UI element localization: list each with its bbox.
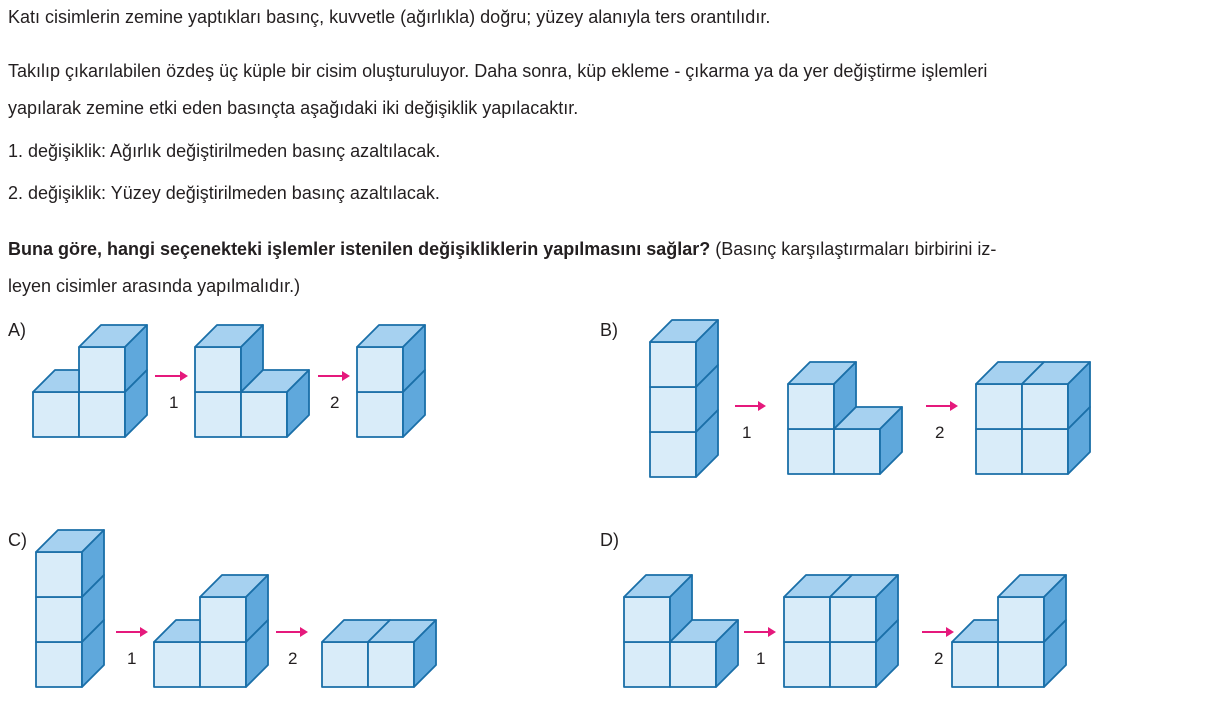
option-b-step-1: 1 xyxy=(742,423,752,442)
option-d-label[interactable]: D) xyxy=(600,530,619,550)
option-b-figure[interactable] xyxy=(600,300,1205,490)
option-c-body-2 xyxy=(154,575,268,687)
option-c-arrow-1 xyxy=(116,627,148,668)
option-a-step-2: 2 xyxy=(330,393,340,412)
change-2-text: 2. değişiklik: Yüzey değiştirilmeden basınç azaltılacak. xyxy=(8,183,440,203)
option-a-body-2 xyxy=(195,325,309,437)
option-c-step-1: 1 xyxy=(127,649,137,668)
option-d-body-3 xyxy=(952,575,1066,687)
option-a-arrow-1 xyxy=(155,371,188,412)
option-d-body-1 xyxy=(624,575,738,687)
option-a-body-1 xyxy=(33,325,147,437)
question-bold: Buna göre, hangi seçenekteki işlemler istenilen değişikliklerin yapılmasını sağlar? xyxy=(8,239,711,259)
option-d-arrow-1 xyxy=(744,627,776,668)
setup-text-line2: yapılarak zemine etki eden basınçta aşağıdaki iki değişiklik yapılacaktır. xyxy=(8,98,579,118)
question-rest: (Basınç karşılaştırmaları birbirini iz- xyxy=(710,239,997,259)
option-a-figure[interactable] xyxy=(0,300,600,480)
option-b-arrow-1 xyxy=(735,401,766,442)
change-1-text: 1. değişiklik: Ağırlık değiştirilmeden basınç azaltılacak. xyxy=(8,141,441,161)
option-a-body-3 xyxy=(357,325,425,437)
option-d-body-2 xyxy=(784,575,898,687)
option-d-arrow-2 xyxy=(922,627,954,668)
option-c-body-3 xyxy=(322,620,436,687)
setup-text-line1: Takılıp çıkarılabilen özdeş üç küple bir cisim oluşturuluyor. Daha sonra, küp ekleme - çıkarma ya da yer değiştirme işlemleri xyxy=(8,61,988,81)
option-a-arrow-2 xyxy=(318,371,350,412)
option-c-figure[interactable] xyxy=(0,510,600,700)
option-c-label[interactable]: C) xyxy=(8,530,27,550)
option-b-body-1 xyxy=(650,320,718,477)
option-b-step-2: 2 xyxy=(935,423,945,442)
option-b-body-3 xyxy=(976,362,1090,474)
option-b-body-2 xyxy=(788,362,902,474)
option-c-step-2: 2 xyxy=(288,649,298,668)
intro-text: Katı cisimlerin zemine yaptıkları basınç, kuvvetle (ağırlıkla) doğru; yüzey alanıyla ters orantılıdır. xyxy=(8,7,771,27)
option-d-step-1: 1 xyxy=(756,649,766,668)
option-a-label[interactable]: A) xyxy=(8,320,26,340)
option-c-arrow-2 xyxy=(276,627,308,668)
option-a-step-1: 1 xyxy=(169,393,179,412)
option-b-arrow-2 xyxy=(926,401,958,442)
question-text xyxy=(8,238,996,260)
question-text-line2: leyen cisimler arasında yapılmalıdır.) xyxy=(8,276,301,296)
option-d-step-2: 2 xyxy=(934,649,944,668)
option-c-body-1 xyxy=(36,530,104,687)
option-d-figure[interactable] xyxy=(600,510,1205,700)
option-b-label[interactable]: B) xyxy=(600,320,618,340)
